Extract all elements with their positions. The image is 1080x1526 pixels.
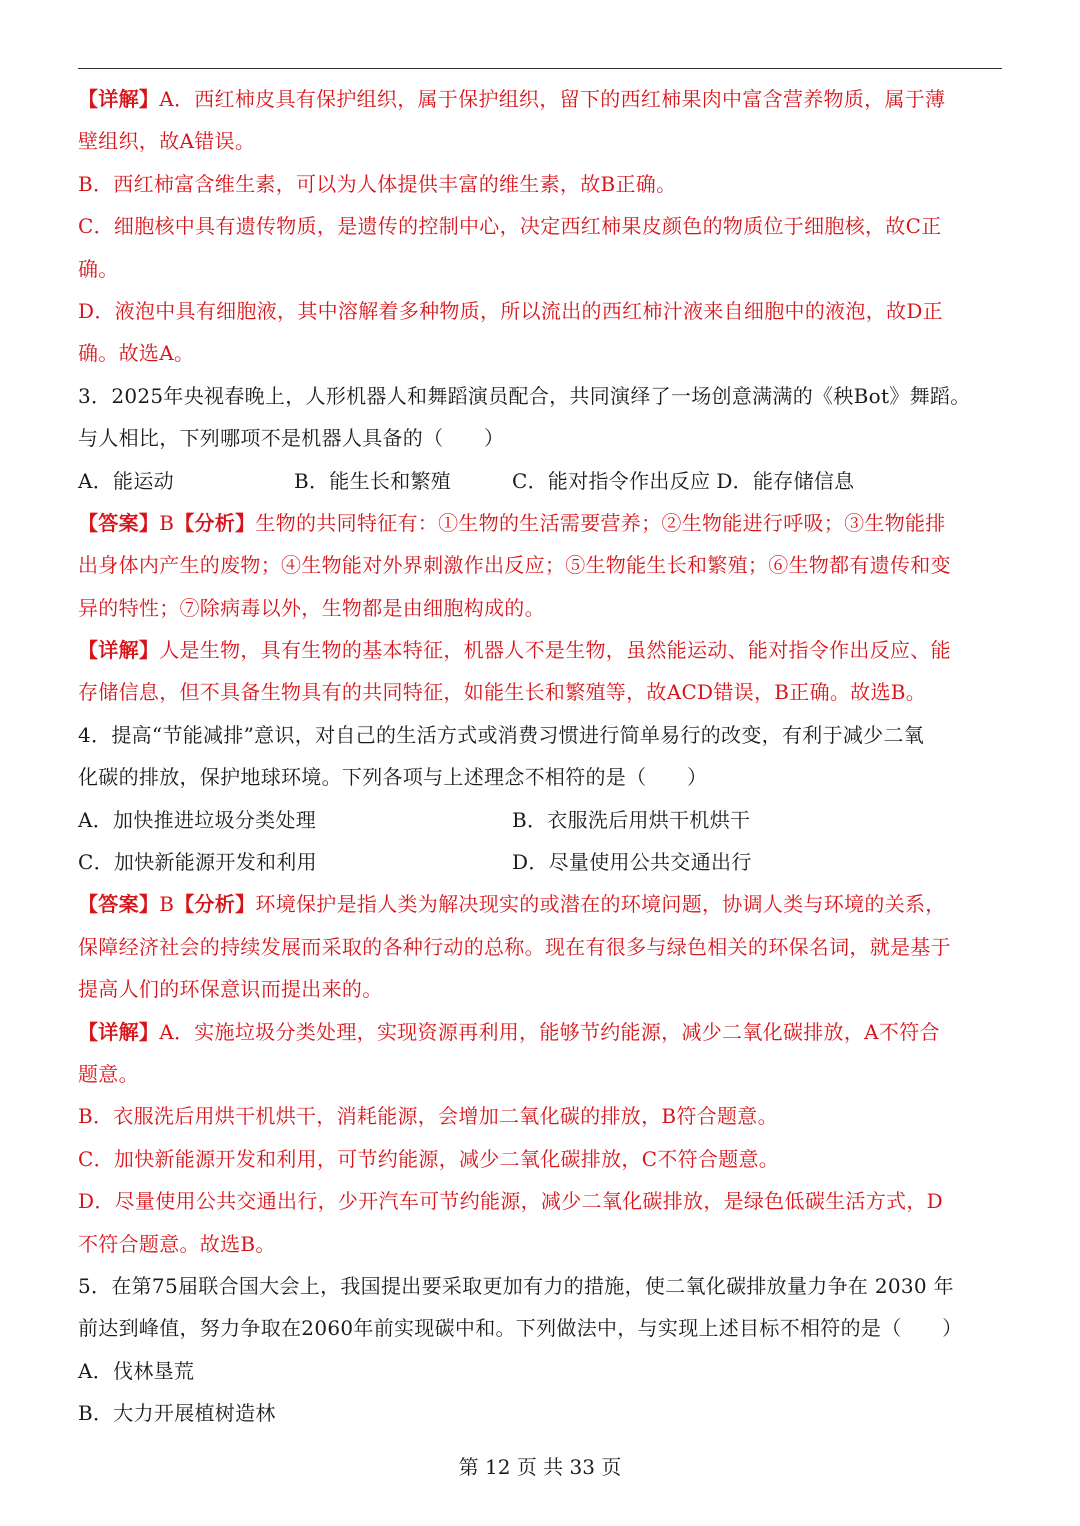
q4-stem-line-1: 4．提高“节能减排”意识，对自己的生活方式或消费习惯进行简单易行的改变，有利于减少二氧	[78, 722, 925, 747]
q3-answer: B	[159, 510, 175, 535]
q4-analysis-line-2: 保障经济社会的持续发展而采取的各种行动的总称。现在有很多与绿色相关的环保名词，就是基于	[78, 934, 951, 959]
q3-stem-line-2: 与人相比，下列哪项不是机器人具备的（ ）	[78, 426, 505, 451]
q3-analysis-line-2: 出身体内产生的废物；④生物能对外界刺激作出反应；⑤生物能生长和繁殖；⑥生物都有遗传和变	[78, 553, 951, 578]
q3-option-d: D．能存储信息	[716, 468, 855, 493]
q4-detail-line-5: D．尽量使用公共交通出行，少开汽车可节约能源，减少二氧化碳排放，是绿色低碳生活方式，D	[78, 1189, 943, 1214]
page-content	[78, 78, 1002, 1435]
detail-tag: 【详解】	[78, 87, 160, 111]
page-number: 第 12 页 共 33 页	[458, 1455, 622, 1479]
header-rule	[78, 68, 1002, 69]
q3-option-a: A．能运动	[78, 468, 174, 493]
q4-analysis-line-3: 提高人们的环保意识而提出来的。	[78, 977, 383, 1002]
q2-detail-line-7: 确。故选A。	[78, 341, 195, 366]
q5-option-a: A．伐林垦荒	[78, 1358, 195, 1383]
q3-option-c: C．能对指令作出反应	[512, 468, 711, 493]
q5-stem-line-2: 前达到峰值，努力争取在2060年前实现碳中和。下列做法中，与实现上述目标不相符的是（ ）	[78, 1316, 963, 1341]
q4-detail-line-2: 题意。	[78, 1061, 139, 1086]
q3-analysis-line-3: 异的特性；⑦除病毒以外，生物都是由细胞构成的。	[78, 595, 545, 620]
q4-option-b: B．衣服洗后用烘干机烘干	[512, 807, 751, 832]
q4-option-c: C．加快新能源开发和利用	[78, 850, 317, 875]
q3-options	[78, 460, 1002, 502]
q2-detail-line-2: 壁组织，故A错误。	[78, 129, 256, 154]
q3-stem-line-1: 3．2025年央视春晚上，人形机器人和舞蹈演员配合，共同演绎了一场创意满满的《秧Bot》舞蹈。	[78, 383, 971, 408]
q4-option-d: D．尽量使用公共交通出行	[512, 850, 752, 875]
q4-stem-line-2: 化碳的排放，保护地球环境。下列各项与上述理念不相符的是（ ）	[78, 765, 708, 790]
q3-detail-line-2: 存储信息，但不具备生物具有的共同特征，如能生长和繁殖等，故ACD错误，B正确。故选B。	[78, 680, 927, 705]
q4-answer: B	[159, 892, 175, 917]
q4-detail-line-1: 【详解】A．实施垃圾分类处理，实现资源再利用，能够节约能源，减少二氧化碳排放，A不符合	[78, 1019, 940, 1044]
q2-detail-line-3: B．西红柿富含维生素，可以为人体提供丰富的维生素，故B正确。	[78, 171, 677, 196]
q4-detail-line-3: B．衣服洗后用烘干机烘干，消耗能源，会增加二氧化碳的排放，B符合题意。	[78, 1104, 778, 1129]
q4-detail-line-4: C．加快新能源开发和利用，可节约能源，减少二氧化碳排放，C不符合题意。	[78, 1146, 780, 1171]
q2-detail-line-4: C．细胞核中具有遗传物质，是遗传的控制中心，决定西红柿果皮颜色的物质位于细胞核，故C正	[78, 214, 942, 239]
q5-stem-line-1: 5．在第75届联合国大会上，我国提出要采取更加有力的措施，使二氧化碳排放量力争在 2030 年	[78, 1273, 954, 1298]
q5-option-b: B．大力开展植树造林	[78, 1401, 276, 1426]
q2-detail-line-1: 【详解】A．西红柿皮具有保护组织，属于保护组织，留下的西红柿果肉中富含营养物质，属于薄	[78, 87, 946, 111]
q4-options-row-2	[78, 841, 1002, 883]
q3-option-b: B．能生长和繁殖	[294, 468, 452, 493]
q4-detail-line-6: 不符合题意。故选B。	[78, 1231, 276, 1256]
q4-analysis-line-1: 【答案】B【分析】环境保护是指人类为解决现实的或潜在的环境问题，协调人类与环境的关系，	[78, 892, 946, 917]
q2-detail-line-5: 确。	[78, 256, 119, 281]
q4-options-row-1	[78, 799, 1002, 841]
q2-detail-line-6: D．液泡中具有细胞液，其中溶解着多种物质，所以流出的西红柿汁液来自细胞中的液泡，故D正	[78, 298, 943, 323]
q3-analysis-line-1: 【答案】B【分析】生物的共同特征有：①生物的生活需要营养；②生物能进行呼吸；③生物能排	[78, 510, 946, 535]
q4-option-a: A．加快推进垃圾分类处理	[78, 807, 317, 832]
q3-detail-line-1: 【详解】人是生物，具有生物的基本特征，机器人不是生物，虽然能运动、能对指令作出反应、能	[78, 638, 951, 663]
